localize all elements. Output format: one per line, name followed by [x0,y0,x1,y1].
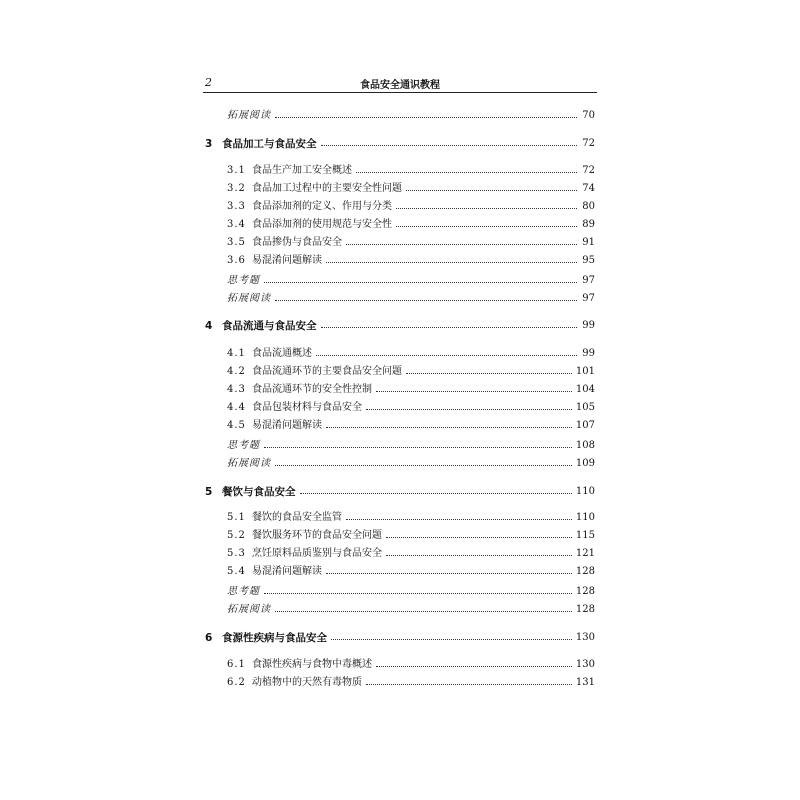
dot-leader [326,261,577,263]
toc-section-row [227,163,595,179]
toc-entry-title: 易混淆问题解读 [252,420,322,431]
toc-entry-number: 3.2 [227,183,246,194]
toc-entry-page: 109 [575,458,595,469]
dot-leader [396,207,577,209]
toc-entry-page: 130 [575,659,595,670]
toc-entry-title: 食品生产加工安全概述 [252,165,352,176]
toc-entry-number: 5 [205,486,213,498]
dot-leader [300,492,572,494]
toc-entry-page: 70 [582,110,595,121]
toc-entry-number: 4 [205,320,213,332]
toc-chapter-row [205,484,595,500]
toc-section-row [227,510,595,526]
toc-entry-title: 食品添加剂的定义、作用与分类 [252,201,392,212]
toc-entry-page: 72 [582,138,595,149]
dot-leader [264,592,572,594]
toc-entry-number: 5.2 [227,530,246,541]
toc-entry-title: 思考题 [227,275,260,286]
toc-entry-page: 131 [575,677,595,688]
dot-leader [275,299,577,301]
toc-entry-number: 3.1 [227,165,246,176]
toc-misc-row [227,273,595,289]
toc-entry-number: 6.2 [227,677,246,688]
toc-entry-number: 4.5 [227,420,246,431]
toc-chapter-row [205,318,595,334]
dot-leader [326,572,572,574]
toc-entry-page: 110 [575,512,595,523]
toc-entry-title: 食品流通环节的主要食品安全问题 [252,366,402,377]
dot-leader [264,446,572,448]
toc-entry-title: 易混淆问题解读 [252,255,322,266]
toc-section-row [227,400,595,416]
toc-section-row [227,675,595,691]
dot-leader [346,243,577,245]
dot-leader [321,144,578,146]
toc-section-row [227,564,595,580]
toc-entry-number: 6 [205,632,213,644]
toc-entry-number: 6.1 [227,659,246,670]
toc-entry-title: 食源性疾病与食品安全 [222,632,327,644]
toc-entry-title: 食品加工过程中的主要安全性问题 [252,183,402,194]
toc-entry-page: 99 [582,320,595,331]
toc-entry-page: 74 [582,183,595,194]
toc-entry-page: 128 [575,586,595,597]
dot-leader [376,390,572,392]
toc-section-row [227,528,595,544]
toc-section-row [227,181,595,197]
dot-leader [321,326,578,328]
dot-leader [331,638,572,640]
toc-section-row [227,418,595,434]
header-page-number: 2 [205,76,212,89]
toc-entry-title: 食品添加剂的使用规范与安全性 [252,219,392,230]
toc-entry-number: 3.6 [227,255,246,266]
dot-leader [275,610,572,612]
toc-misc-row [227,438,595,454]
toc-section-row [227,546,595,562]
toc-entry-title: 食品流通与食品安全 [222,320,317,332]
toc-entry-title: 拓展阅读 [227,604,271,615]
toc-section-row [227,253,595,269]
toc-entry-title: 食品流通环节的安全性控制 [252,384,372,395]
toc-chapter-row [205,630,595,646]
toc-entry-page: 128 [575,604,595,615]
toc-entry-number: 4.4 [227,402,246,413]
toc-entry-number: 3.4 [227,219,246,230]
toc-misc-row [227,584,595,600]
dot-leader [346,518,572,520]
toc-entry-title: 易混淆问题解读 [252,566,322,577]
dot-leader [386,536,572,538]
toc-entry-title: 拓展阅读 [227,110,271,121]
toc-entry-number: 4.1 [227,348,246,359]
toc-entry-page: 97 [582,275,595,286]
toc-entry-page: 115 [575,530,595,541]
toc-entry-page: 80 [582,201,595,212]
dot-leader [396,225,577,227]
toc-entry-title: 烹饪原料品质鉴别与食品安全 [252,548,382,559]
toc-entry-title: 动植物中的天然有毒物质 [252,677,362,688]
dot-leader [264,281,577,283]
toc-section-row [227,346,595,362]
dot-leader [275,464,572,466]
toc-entry-number: 4.2 [227,366,246,377]
toc-misc-row [227,108,595,124]
toc-misc-row [227,602,595,618]
toc-entry-title: 食品流通概述 [252,348,312,359]
toc-chapter-row [205,136,595,152]
toc-section-row [227,217,595,233]
toc-entry-title: 拓展阅读 [227,293,271,304]
toc-entry-page: 107 [575,420,595,431]
dot-leader [356,171,577,173]
toc-entry-title: 餐饮与食品安全 [222,486,296,498]
toc-entry-number: 4.3 [227,384,246,395]
toc-entry-number: 5.1 [227,512,246,523]
dot-leader [406,189,577,191]
dot-leader [376,665,572,667]
toc-entry-number: 3.3 [227,201,246,212]
toc-section-row [227,657,595,673]
toc-entry-title: 餐饮服务环节的食品安全问题 [252,530,382,541]
toc-entry-page: 99 [582,348,595,359]
toc-entry-page: 108 [575,440,595,451]
dot-leader [326,426,572,428]
header-book-title: 食品安全通识教程 [360,80,440,91]
toc-entry-number: 5.4 [227,566,246,577]
dot-leader [366,683,572,685]
toc-entry-page: 89 [582,219,595,230]
toc-entry-page: 128 [575,566,595,577]
toc-section-row [227,382,595,398]
toc-entry-page: 104 [575,384,595,395]
toc-entry-page: 130 [575,632,595,643]
toc-entry-title: 拓展阅读 [227,458,271,469]
toc-entry-page: 91 [582,237,595,248]
toc-misc-row [227,456,595,472]
toc-entry-number: 3 [205,138,213,150]
toc-entry-page: 105 [575,402,595,413]
toc-misc-row [227,291,595,307]
toc-entry-page: 97 [582,293,595,304]
toc-entry-title: 食品掺伪与食品安全 [252,237,342,248]
toc-entry-title: 食源性疾病与食物中毒概述 [252,659,372,670]
toc-entry-title: 思考题 [227,440,260,451]
dot-leader [316,354,577,356]
toc-entry-title: 食品加工与食品安全 [222,138,317,150]
toc-entry-page: 95 [582,255,595,266]
toc-entry-page: 72 [582,165,595,176]
toc-entry-title: 餐饮的食品安全监管 [252,512,342,523]
toc-entry-number: 3.5 [227,237,246,248]
toc-section-row [227,199,595,215]
toc-entry-title: 思考题 [227,586,260,597]
toc-entry-page: 121 [575,548,595,559]
dot-leader [406,372,572,374]
toc-entry-title: 食品包装材料与食品安全 [252,402,362,413]
toc-section-row [227,235,595,251]
toc-section-row [227,364,595,380]
toc-entry-page: 101 [575,366,595,377]
toc-entry-number: 5.3 [227,548,246,559]
dot-leader [366,408,572,410]
dot-leader [275,116,577,118]
dot-leader [386,554,572,556]
toc-entry-page: 110 [575,486,595,497]
